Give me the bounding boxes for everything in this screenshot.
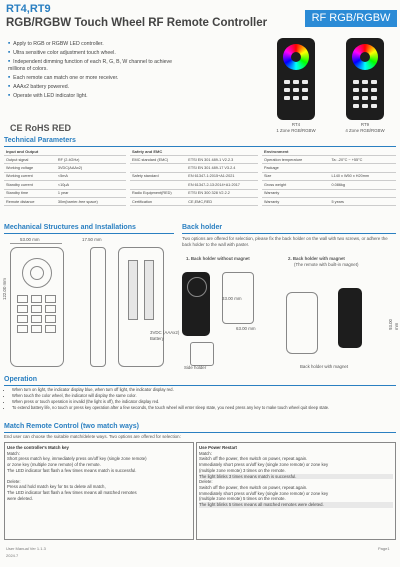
- feature-item: ■ Ultra sensitive color adjustment touch wheel.: [8, 49, 186, 58]
- page-number: Page1: [378, 546, 390, 551]
- side-holder-outline: [190, 342, 214, 366]
- operation-item: • When turn on light, the indicator display blue, when turn off light, the indicator display red.: [12, 387, 400, 393]
- holder-dim-b: 33.00 mm: [222, 296, 242, 301]
- match-heading: Match Remote Control (two match ways): [4, 423, 139, 430]
- certification-marks: CE RoHS RED: [10, 123, 72, 133]
- operation-item: • When press or touch operation is invalid (the light is off), the indicator display red.: [12, 399, 400, 405]
- operation-item: • When touch the color wheel, the indicator will display the same color.: [12, 393, 400, 399]
- environment-table: Environment Operation temperature Ta: -20°C ~ +55°C Package Size L140 x W50 x H20mm Gross weight 0.086kg Warranty Warranty 5 years: [262, 147, 396, 206]
- power-restart-box: Use Power Restart Match: Switch off the power, then switch on power, repeat again. Immediately short press on/off key (single zone remote) or zone key (multiple zone remote) 3 times on the remote. The light blinks 3 times means match is successful. Delete: Switch off the power, then switch on power, repeat again. Immediately short press on/off key (single zone remote) or zone key (multiple zone remote) 5 times on the remote. The light blinks 5 times means all matched remotes were deleted.: [196, 442, 396, 540]
- remote-rt4-image: [277, 38, 315, 120]
- battery-compartment-outline: [118, 247, 164, 367]
- feature-item: ■ Apply to RGB or RGBW LED controller.: [8, 40, 186, 49]
- feature-list: [8, 40, 186, 101]
- dim-depth: 17.50 mm: [82, 237, 102, 242]
- product-label: 1 Zone RGB/RGBW: [276, 128, 316, 133]
- holder-option-2: 2. Back holder with magnet: [288, 256, 345, 261]
- product-code: RT4: [291, 122, 301, 127]
- product-badge: RF RGB/RGBW: [305, 10, 397, 27]
- dim-width: 53.00 mm: [20, 237, 40, 242]
- operation-list: [4, 387, 400, 411]
- operation-item: • To extend battery life, no touch or press key operation after a few seconds, the touch wheel will enter sleep state, you need press any key to make touch wheel quit sleep state.: [12, 405, 400, 411]
- feature-item: ■ AAAx2 battery powered.: [8, 83, 186, 92]
- back-holder-heading: Back holder: [182, 224, 223, 231]
- safety-emc-table: Safety and EMC EMC standard (EMC) ETSI EN 301 489-1 V2.2.3 ETSI EN 301 489-17 V3.2.4 Safety standard EN 61347-1:2015+A1:2021 EN 61347-2-13:2014+A1:2017 Radio Equipment(RED) ETSI EN 300 328 V2.2.2 Certification CE,EMC,RED: [130, 147, 258, 206]
- holder-dim-c: 93.00 mm: [388, 319, 399, 330]
- magnet-remote-image: [338, 288, 362, 348]
- match-key-box: Use the controller's Match key Match: Short press match key, immediately press on/off key (single zone remote) or zone key (multiple zone remote) of the remote. The LED indicator fast flash a few times means match is successful. Delete: Press and hold match key for 5s to delete all match, The LED indicator fast flash a few times means all matched remotes were deleted.: [4, 442, 194, 540]
- feature-item: ■ Operate with LED indicator light.: [8, 92, 186, 101]
- input-output-table: Input and Output Output signal RF (2.4GHz) Working voltage 3VDC(AAAx2) Working current <5mA Standby current <10μA Standby time 1 year Remote distance 30m(barrier-free space): [4, 147, 126, 206]
- feature-item: ■ Each remote can match one or more receiver.: [8, 74, 186, 83]
- holder-remote-image: [182, 272, 210, 336]
- manual-version: User Manual Ver 1.1.3: [6, 546, 46, 551]
- operation-heading: Operation: [4, 376, 38, 383]
- feature-item: ■ Independent dimming function of each R, G, B, W channel to achieve millions of colors.: [8, 58, 186, 75]
- match-intro: End user can choose the suitable match/delete ways. Two options are offered for selection:: [4, 434, 181, 439]
- mechanical-heading: Mechanical Structures and Installations: [4, 224, 136, 231]
- dim-height: 122.00 mm: [2, 278, 7, 300]
- magnet-holder-outline: [286, 292, 318, 354]
- holder-option-1: 1. Back holder without magnet: [186, 256, 250, 261]
- remote-rt9-image: [346, 38, 384, 120]
- page-title: RGB/RGBW Touch Wheel RF Remote Controller: [6, 17, 268, 29]
- battery-note: 3VDC (AAAx2) Battery: [150, 330, 180, 341]
- model-number: RT4,RT9: [6, 3, 51, 15]
- holder-dim-a: 63.00 mm: [236, 326, 256, 331]
- technical-heading: Technical Parameters: [4, 137, 76, 144]
- product-code: RT9: [360, 122, 370, 127]
- side-holder-label: Side holder: [184, 365, 207, 370]
- product-label: 4 Zone RGB/RGBW: [345, 128, 385, 133]
- back-holder-intro: Two options are offered for selection, please fix the back holder on the wall with two screws, or adhere the back holder to the wall with paster.: [182, 236, 388, 247]
- manual-date: 2024.7: [6, 553, 19, 558]
- back-holder-label: Back holder with magnet: [300, 364, 349, 369]
- remote-side-outline: [90, 247, 106, 367]
- holder-option-2-note: (The remote with built-in magnet): [294, 262, 359, 267]
